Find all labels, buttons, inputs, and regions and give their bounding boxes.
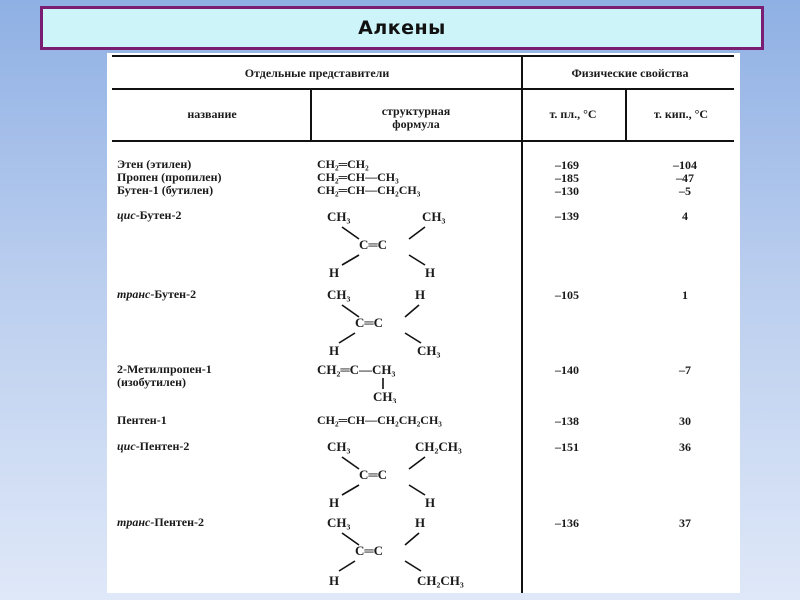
table-row-mp: –139 [555, 209, 579, 223]
table-row-mp: –130 [555, 184, 579, 198]
formula-group-bottom-right: CH₃ [417, 343, 441, 358]
table-row-name: Бутен-1 (бутилен) [117, 183, 214, 197]
formula-group-top-left: CH₃ [327, 439, 351, 454]
structural-formula-cis-pentene-2 [317, 433, 517, 511]
table-row-bp: –7 [679, 363, 691, 377]
isomer-prefix: цис [117, 439, 136, 453]
compound-name: -Бутен-2 [150, 287, 197, 301]
table-row-bp: 30 [679, 414, 691, 428]
formula-double-bond: C═C [355, 543, 383, 558]
compound-name: -Пентен-2 [150, 515, 205, 529]
formula-group-top-right: CH₃ [422, 209, 446, 224]
formula-group-bottom-left: H [329, 343, 340, 358]
compound-name: -Пентен-2 [135, 439, 190, 453]
table-row-mp: –185 [555, 171, 579, 185]
isomer-prefix: транс [117, 515, 151, 529]
table-row-formula: CH₂═CH—CH₂CH₃ [317, 183, 421, 197]
table-row-mp: –105 [555, 288, 579, 302]
formula-group-bottom-right: H [425, 265, 436, 280]
formula-group-top-right: H [415, 515, 426, 530]
formula-double-bond: C═C [355, 315, 383, 330]
table-row-bp: 4 [682, 209, 688, 223]
col-header-formula-2: формула [392, 117, 440, 131]
table-row-name: Пропен (пропилен) [117, 170, 222, 184]
alkenes-table [107, 53, 740, 593]
formula-double-bond: C═C [359, 467, 387, 482]
formula-group-top-left: CH₃ [327, 515, 351, 530]
formula-group-bottom-right: CH₂CH₃ [417, 573, 464, 588]
table-row-mp: –169 [555, 158, 579, 172]
divider-name-formula [310, 90, 312, 142]
table-row-name [117, 516, 204, 529]
col-header-formula-1: структурная [381, 104, 451, 118]
table-row-formula: CH₂═CH₂ [317, 157, 369, 171]
table-row-bp: –47 [676, 171, 694, 185]
table-row-bp: –5 [679, 184, 691, 198]
table-row-name: 2-Метилпропен-1 [117, 362, 212, 376]
formula-group-bottom-left: H [329, 495, 340, 510]
header-group-rule [112, 88, 734, 90]
table-row-bp: 1 [682, 288, 688, 302]
table-row-formula: CH₂═CH—CH₂CH₂CH₃ [317, 413, 442, 427]
table-row-name [117, 209, 181, 222]
structural-formula-trans-pentene-2 [317, 509, 517, 591]
formula-main-chain: CH₂═C—CH₃ [317, 362, 396, 377]
isomer-prefix: транс [117, 287, 151, 301]
formula-group-bottom-right: H [425, 495, 436, 510]
table-row-name: Этен (этилен) [117, 157, 192, 171]
table-top-rule [112, 55, 734, 57]
table-row-mp: –136 [555, 516, 579, 530]
table-row-bp: 37 [679, 516, 691, 530]
col-header-name: название [187, 107, 237, 121]
formula-double-bond: C═C [359, 237, 387, 252]
formula-group-bottom-left: H [329, 265, 340, 280]
col-header-bp: т. кип., °С [653, 107, 709, 121]
table-row-name [117, 288, 196, 301]
structural-formula-trans-butene-2 [317, 281, 517, 359]
header-group-left: Отдельные представители [244, 66, 390, 80]
structural-formula-cis-butene-2 [317, 203, 517, 281]
formula-group-top-right: H [415, 287, 426, 302]
compound-name: -Бутен-2 [135, 208, 182, 222]
slide-title: Алкены [40, 6, 764, 50]
formula-group-top-left: CH₃ [327, 287, 351, 302]
table-row-bp: –104 [673, 158, 697, 172]
table-row-name: Пентен-1 [117, 413, 167, 427]
header-group-right: Физические свойства [571, 66, 689, 80]
table-row-bp: 36 [679, 440, 691, 454]
col-header-mp: т. пл., °С [549, 107, 597, 121]
formula-group-top-left: CH₃ [327, 209, 351, 224]
table-row-name-alt: (изобутилен) [117, 375, 186, 389]
formula-branch: CH₃ [373, 389, 397, 403]
formula-group-bottom-left: H [329, 573, 340, 588]
table-row-formula: CH₂═CH—CH₃ [317, 170, 399, 184]
structural-formula-2-methylpropene-1 [317, 359, 517, 403]
table-row-mp: –151 [555, 440, 579, 454]
divider-properties [521, 56, 523, 593]
isomer-prefix: цис [117, 208, 136, 222]
formula-group-top-right: CH₂CH₃ [415, 439, 462, 454]
table-row-mp: –140 [555, 363, 579, 377]
table-row-name [117, 440, 189, 453]
table-row-mp: –138 [555, 414, 579, 428]
header-bottom-rule [112, 140, 734, 142]
